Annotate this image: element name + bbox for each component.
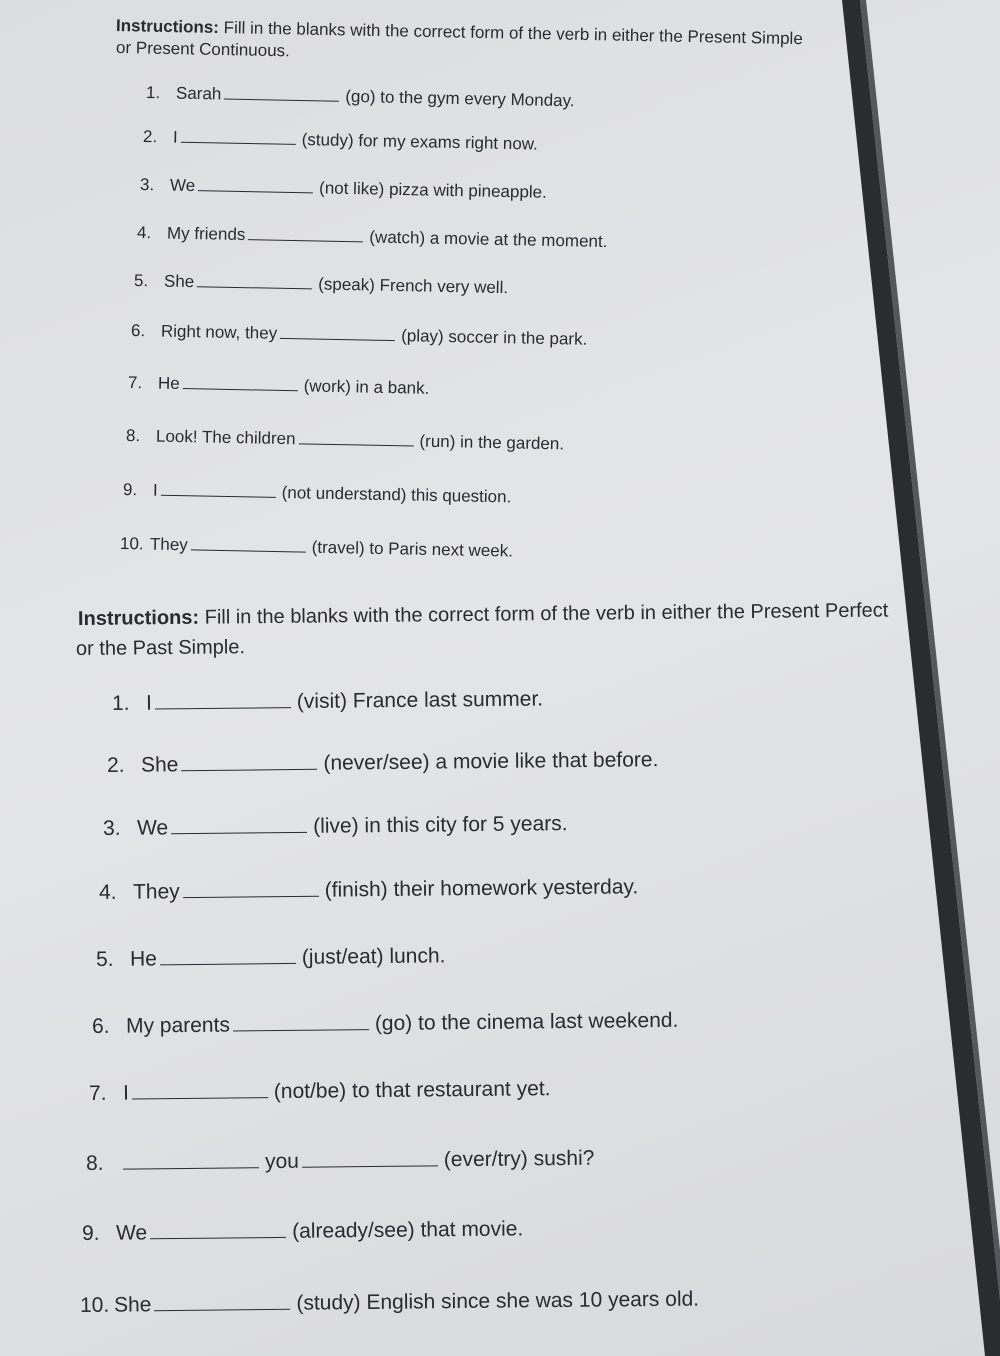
item-number: 9. — [81, 1221, 100, 1245]
item-text: We — [115, 1221, 148, 1245]
item-text: Right now, they — [160, 321, 278, 343]
item-number: 5. — [133, 271, 149, 291]
item-number: 3. — [102, 816, 121, 840]
item-text: (work) in a bank. — [303, 376, 430, 398]
item-text: (not/be) to that restaurant yet. — [273, 1077, 551, 1104]
item-number: 1. — [145, 83, 161, 103]
item-number: 10. — [79, 1293, 110, 1317]
item-text: I — [122, 1081, 129, 1105]
item-text: (go) to the cinema last weekend. — [374, 1008, 679, 1036]
binder-bar — [842, 0, 1000, 1356]
item-text: (study) English since she was 10 years old. — [296, 1287, 700, 1315]
item-number: 10. — [119, 534, 144, 554]
item-number: 8. — [85, 1151, 104, 1175]
item-number: 5. — [95, 947, 114, 971]
item-text: (speak) French very well. — [318, 274, 509, 298]
item-number: 4. — [136, 223, 152, 243]
item-text: (live) in this city for 5 years. — [313, 812, 568, 838]
item-text: My friends — [166, 223, 246, 245]
item-text: (go) to the gym every Monday. — [345, 86, 575, 111]
item-text: (already/see) that movie. — [292, 1217, 524, 1243]
item-number: 4. — [98, 880, 117, 904]
item-text: Look! The children — [155, 426, 296, 449]
item-number: 8. — [125, 426, 141, 446]
item-text: She — [113, 1293, 152, 1317]
item-text: They — [132, 880, 180, 904]
item-number: 1. — [111, 691, 130, 715]
item-number: 7. — [127, 373, 143, 393]
item-text: (visit) France last summer. — [296, 687, 544, 714]
item-text: you — [264, 1149, 299, 1174]
item-text: I — [152, 480, 158, 500]
item-text: (run) in the garden. — [419, 431, 565, 454]
item-text: (just/eat) lunch. — [301, 944, 446, 969]
item-number: 2. — [106, 753, 125, 777]
binder-highlight — [860, 0, 1000, 1300]
item-text: He — [157, 373, 180, 393]
item-number: 7. — [88, 1081, 107, 1105]
item-text: We — [169, 175, 196, 196]
instructions-text: Fill in the blanks with the correct form of the verb in either the Present Simple — [218, 17, 803, 49]
item-text: They — [149, 534, 188, 555]
section1-instructions-line2: or Present Continuous. — [115, 38, 291, 61]
item-text: Sarah — [175, 83, 222, 104]
instructions-text: Fill in the blanks with the correct form of the verb in either the Present Perfect — [198, 599, 889, 629]
item-text: She — [163, 271, 195, 292]
item-number: 3. — [139, 175, 155, 195]
instructions-label: Instructions: — [77, 606, 200, 630]
item-text: He — [129, 947, 157, 971]
item-text: (finish) their homework yesterday. — [324, 875, 639, 902]
item-number: 2. — [142, 127, 158, 147]
item-text: (not understand) this question. — [281, 483, 512, 507]
item-text: We — [136, 816, 169, 840]
item-number: 6. — [130, 321, 146, 341]
item-text: (study) for my exams right now. — [301, 130, 539, 154]
item-text: My parents — [125, 1013, 231, 1038]
item-text: (never/see) a movie like that before. — [323, 748, 659, 775]
item-text: (not like) pizza with pineapple. — [318, 178, 548, 202]
item-text: (travel) to Paris next week. — [311, 537, 514, 561]
item-text: (watch) a movie at the moment. — [369, 227, 608, 252]
item-text: (ever/try) sushi? — [443, 1146, 595, 1172]
item-text: I — [145, 691, 152, 715]
section2-instructions-line2: or the Past Simple. — [75, 636, 246, 660]
instructions-label: Instructions: — [115, 16, 220, 37]
item-text: (play) soccer in the park. — [400, 326, 588, 349]
item-number: 9. — [122, 480, 138, 500]
item-text: I — [172, 127, 178, 147]
item-number: 6. — [91, 1014, 110, 1038]
item-text: She — [140, 753, 179, 777]
